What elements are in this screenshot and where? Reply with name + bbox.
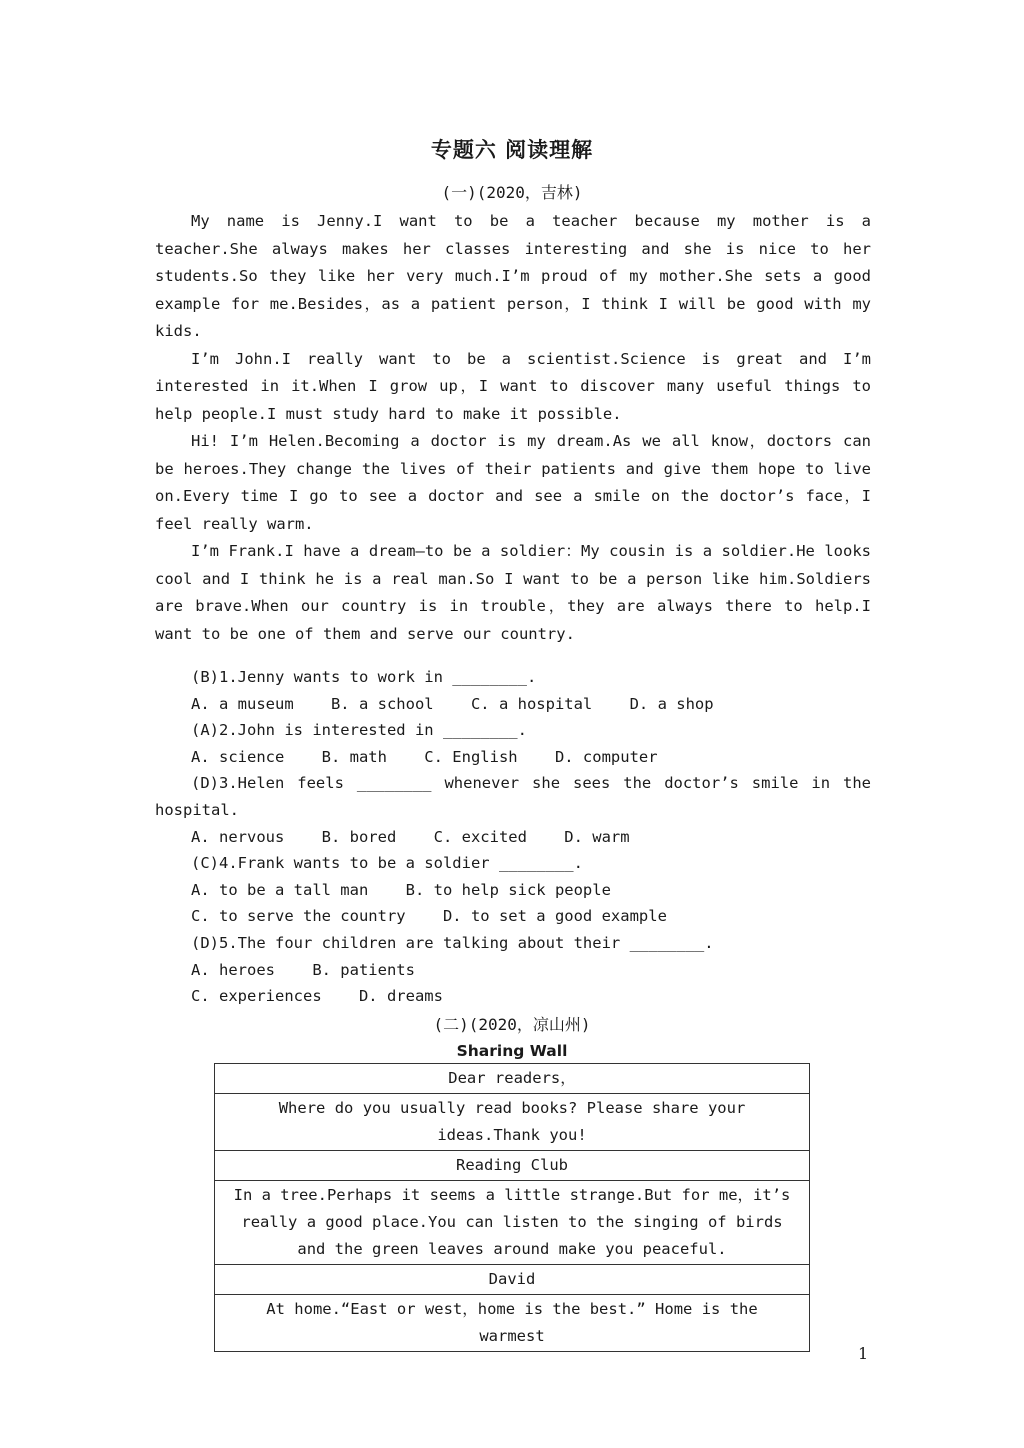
passage-paragraph-helen: Hi! I’m Helen.Becoming a doctor is my dream.As we all know，doctors can be heroes.They change the lives of their patients and give them hope to live on.Every time I go to see a doctor and see a smile on the doctor’s face，I feel really warm.	[155, 432, 871, 533]
question-2: (A)2.John is interested in ________.	[191, 721, 527, 740]
page-title: 专题六 阅读理解	[430, 138, 594, 162]
question-5-options-line-1: A. heroes B. patients	[191, 960, 415, 979]
table-cell: In a tree.Perhaps it seems a little strange.But for me，it’s really a good place.You can listen to the singing of birds and the green leaves around make you peaceful.	[215, 1181, 810, 1265]
table-cell: Where do you usually read books? Please share your ideas.Thank you!	[215, 1094, 810, 1151]
question-list	[155, 664, 871, 1010]
question-5: (D)5.The four children are talking about their ________.	[191, 933, 714, 952]
table-row	[215, 1295, 810, 1352]
page-number: 1	[858, 1344, 869, 1363]
reading-passage-1	[155, 208, 871, 648]
question-5-options-line-2: C. experiences D. dreams	[191, 987, 443, 1006]
table-row	[215, 1094, 810, 1151]
table-cell: At home.“East or west，home is the best.” Home is the warmest	[215, 1295, 810, 1352]
question-2-options: A. science B. math C. English D. computer	[191, 747, 658, 766]
passage-paragraph-jenny: My name is Jenny.I want to be a teacher because my mother is a teacher.She always makes her classes interesting and she is nice to her students.So they like her very much.I’m proud of my mother.She sets a good example for me.Besides，as a patient person，I think I will be good with my kids.	[155, 212, 871, 340]
table-row	[215, 1181, 810, 1265]
passage-paragraph-frank: I’m Frank.I have a dream—to be a soldier：My cousin is a soldier.He looks cool and I think he is a real man.So I want to be a person like him.Soldiers are brave.When our country is in trouble，they are always there to help.I want to be one of them and serve our country.	[155, 542, 871, 643]
passage-paragraph-john: I’m John.I really want to be a scientist.Science is great and I’m interested in it.When I grow up，I want to discover many useful things to help people.I must study hard to make it possible.	[155, 349, 871, 423]
table-row	[215, 1265, 810, 1295]
question-3: (D)3.Helen feels ________ whenever she sees the doctor’s smile in the hospital.	[155, 774, 871, 819]
question-4-options-line-1: A. to be a tall man B. to help sick people	[191, 880, 611, 899]
table-row	[215, 1151, 810, 1181]
question-4: (C)4.Frank wants to be a soldier ________.	[191, 854, 583, 873]
question-4-options-line-2: C. to serve the country D. to set a good example	[191, 907, 667, 926]
sharing-wall-table	[214, 1063, 810, 1352]
section-1-heading: (一)(2020，吉林)	[441, 183, 583, 202]
question-1: (B)1.Jenny wants to work in ________.	[191, 668, 537, 686]
sharing-wall-title: Sharing Wall	[456, 1042, 568, 1060]
table-row	[215, 1064, 810, 1094]
question-1-options: A. a museum B. a school C. a hospital D. a shop	[191, 694, 714, 713]
section-2-heading: (二)(2020，凉山州)	[433, 1015, 591, 1034]
table-cell: Dear readers，	[215, 1064, 810, 1094]
question-3-options: A. nervous B. bored C. excited D. warm	[191, 827, 630, 846]
table-cell: Reading Club	[215, 1151, 810, 1181]
table-cell: David	[215, 1265, 810, 1295]
